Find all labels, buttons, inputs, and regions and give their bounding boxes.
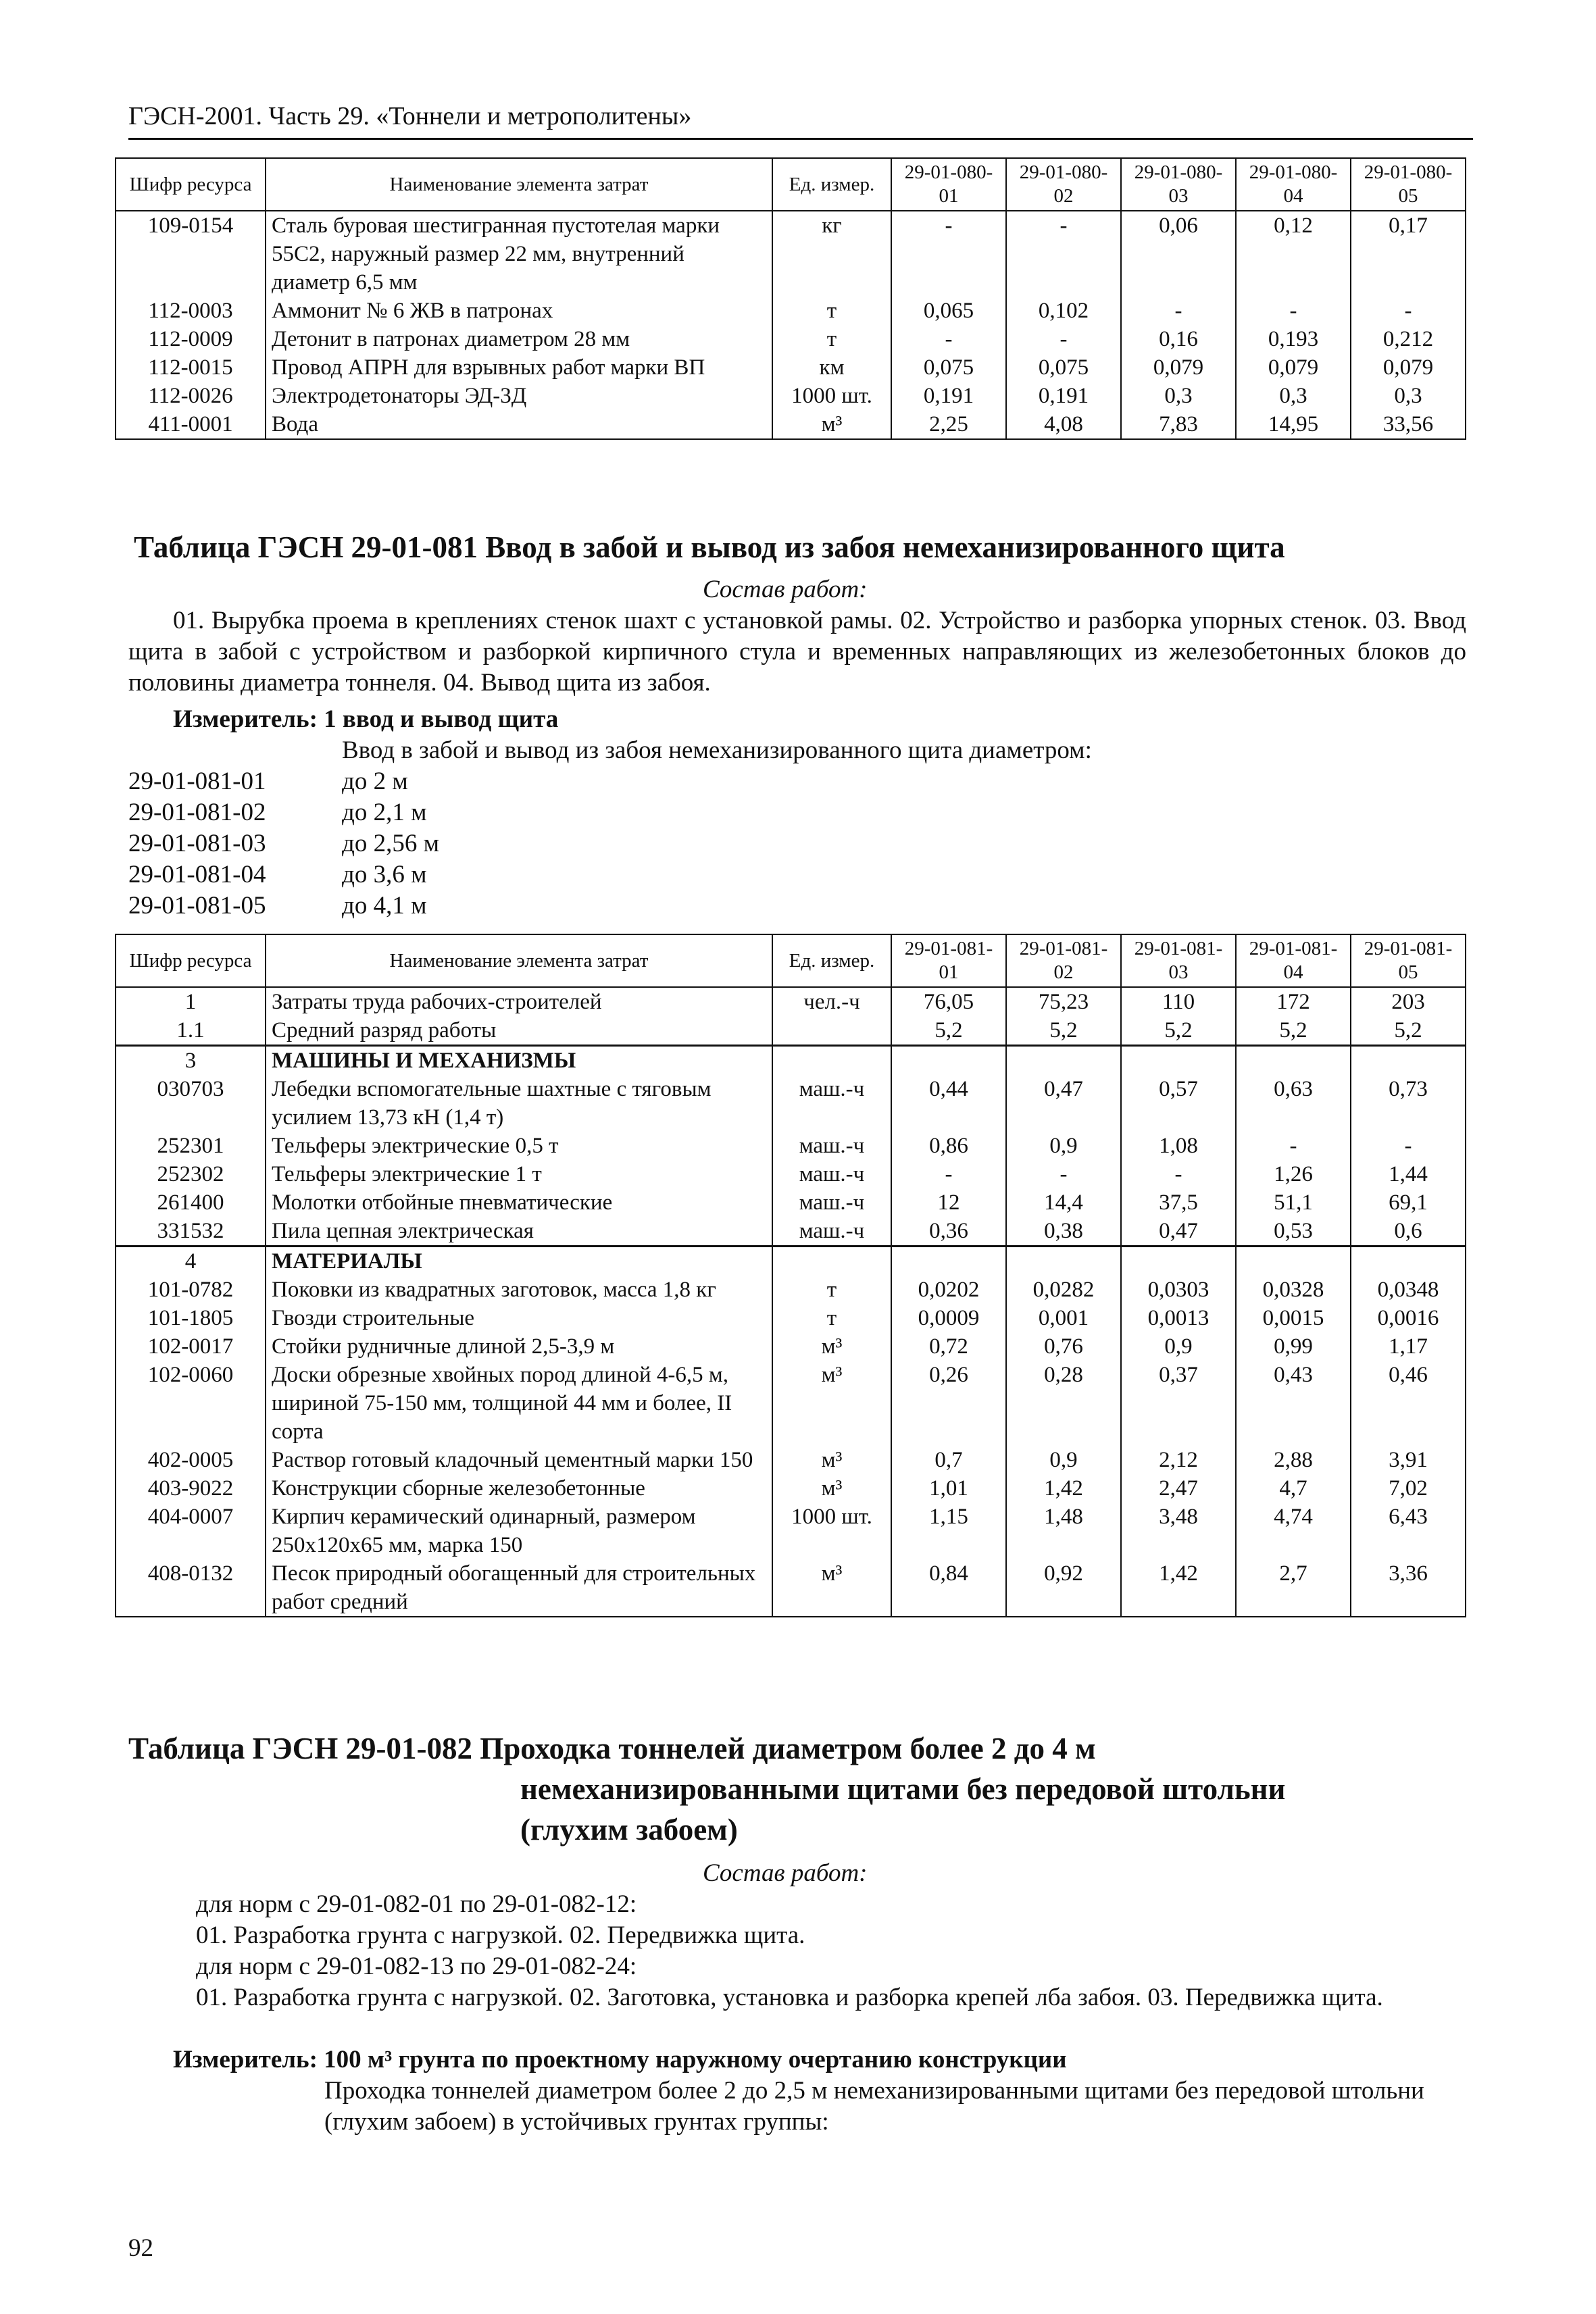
- value-cell: 5,2: [1006, 1016, 1121, 1046]
- resource-name: Сталь буровая шестигранная пустотелая марки 55С2, наружный размер 22 мм, внутренний диаметр 6,5 мм: [266, 211, 772, 297]
- value-cell: 6,43: [1351, 1503, 1466, 1559]
- unit-cell: 1000 шт.: [772, 382, 891, 410]
- value-cell: 1,42: [1121, 1559, 1236, 1617]
- value-cell: 0,47: [1121, 1217, 1236, 1247]
- unit-cell: м³: [772, 1446, 891, 1474]
- value-cell: 0,57: [1121, 1075, 1236, 1132]
- value-cell: [1236, 1247, 1351, 1276]
- resource-name: Аммонит № 6 ЖВ в патронах: [266, 297, 772, 325]
- resource-name: Доски обрезные хвойных пород длиной 4-6,5 м, шириной 75-150 мм, толщиной 44 мм и более, II сорта: [266, 1361, 772, 1446]
- resource-name: Детонит в патронах диаметром 28 мм: [266, 325, 772, 353]
- table-row: [116, 1160, 1466, 1188]
- value-cell: 0,86: [891, 1132, 1006, 1160]
- value-cell: 0,17: [1351, 211, 1466, 297]
- unit-cell: маш.-ч: [772, 1188, 891, 1217]
- resource-code: 101-0782: [116, 1276, 266, 1304]
- unit-cell: м³: [772, 1559, 891, 1617]
- value-cell: 4,08: [1006, 410, 1121, 439]
- value-cell: 0,079: [1121, 353, 1236, 382]
- value-cell: 0,191: [1006, 382, 1121, 410]
- value-cell: 12: [891, 1188, 1006, 1217]
- value-cell: 0,43: [1236, 1361, 1351, 1446]
- resource-name: МАШИНЫ И МЕХАНИЗМЫ: [266, 1046, 772, 1076]
- value-cell: [1006, 1247, 1121, 1276]
- col-header-norm: 29-01-080-02: [1006, 158, 1121, 211]
- table-row: [116, 1276, 1466, 1304]
- value-cell: -: [891, 325, 1006, 353]
- resource-code: 402-0005: [116, 1446, 266, 1474]
- value-cell: 69,1: [1351, 1188, 1466, 1217]
- work-composition-text: 01. Вырубка проема в креплениях стенок шахт с установкой рамы. 02. Устройство и разборка упорных стенок. 03. Ввод щита в забой с устройством и разборкой кирпичного стула и временных направляющих из железобетонных блоков до половины диаметра тоннеля. 04. Вывод щита из забоя.: [128, 607, 1466, 697]
- value-cell: -: [1006, 211, 1121, 297]
- table-row: [116, 1474, 1466, 1503]
- unit-cell: маш.-ч: [772, 1160, 891, 1188]
- resource-name: Стойки рудничные длиной 2,5-3,9 м: [266, 1332, 772, 1361]
- unit-cell: м³: [772, 1332, 891, 1361]
- value-cell: 0,193: [1236, 325, 1351, 353]
- resource-code: 030703: [116, 1075, 266, 1132]
- value-cell: 203: [1351, 987, 1466, 1016]
- table-row: [116, 987, 1466, 1016]
- value-cell: 0,0348: [1351, 1276, 1466, 1304]
- value-cell: 0,6: [1351, 1217, 1466, 1247]
- table-title-082-line1: Таблица ГЭСН 29-01-082 Проходка тоннелей диаметром более 2 до 4 м: [128, 1732, 1096, 1765]
- unit-cell: 1000 шт.: [772, 1503, 891, 1559]
- page-number: 92: [128, 2234, 153, 2262]
- resource-name: Кирпич керамический одинарный, размером 250x120x65 мм, марка 150: [266, 1503, 772, 1559]
- col-header-name: Наименование элемента затрат: [266, 158, 772, 211]
- resource-code: 252302: [116, 1160, 266, 1188]
- value-cell: 5,2: [891, 1016, 1006, 1046]
- resource-code: 101-1805: [116, 1304, 266, 1332]
- value-cell: 0,065: [891, 297, 1006, 325]
- unit-cell: чел.-ч: [772, 987, 891, 1016]
- resource-code: 408-0132: [116, 1559, 266, 1617]
- resource-name: Раствор готовый кладочный цементный марки 150: [266, 1446, 772, 1474]
- table-row: [116, 1559, 1466, 1617]
- work-composition-label: Состав работ:: [703, 1859, 868, 1887]
- value-cell: 0,0009: [891, 1304, 1006, 1332]
- value-cell: 14,4: [1006, 1188, 1121, 1217]
- value-cell: 5,2: [1351, 1016, 1466, 1046]
- table-row: [116, 1217, 1466, 1247]
- col-header-norm: 29-01-081-01: [891, 934, 1006, 987]
- norm-item: [128, 890, 439, 922]
- table-row: [116, 410, 1466, 439]
- resource-name: Электродетонаторы ЭД-3Д: [266, 382, 772, 410]
- value-cell: 0,36: [891, 1217, 1006, 1247]
- value-cell: 0,075: [1006, 353, 1121, 382]
- value-cell: 0,63: [1236, 1075, 1351, 1132]
- value-cell: 0,46: [1351, 1361, 1466, 1446]
- resource-code: 411-0001: [116, 410, 266, 439]
- norm-item: [128, 797, 439, 828]
- table-row: [116, 1132, 1466, 1160]
- value-cell: 1,15: [891, 1503, 1006, 1559]
- value-cell: -: [1351, 1132, 1466, 1160]
- resource-code: 102-0060: [116, 1361, 266, 1446]
- value-cell: [1351, 1046, 1466, 1076]
- value-cell: [1006, 1046, 1121, 1076]
- resource-code: 112-0026: [116, 382, 266, 410]
- value-cell: 0,7: [891, 1446, 1006, 1474]
- value-cell: 7,83: [1121, 410, 1236, 439]
- value-cell: 0,37: [1121, 1361, 1236, 1446]
- table-title-082-line2: немеханизированными щитами без передовой штольни: [520, 1772, 1286, 1806]
- norm-description: до 2,1 м: [342, 799, 427, 826]
- table-row: [116, 325, 1466, 353]
- value-cell: 4,74: [1236, 1503, 1351, 1559]
- value-cell: [1121, 1247, 1236, 1276]
- norm-code: 29-01-081-05: [128, 892, 266, 920]
- table-row: [116, 1332, 1466, 1361]
- norm-description: до 3,6 м: [342, 861, 427, 888]
- value-cell: 2,88: [1236, 1446, 1351, 1474]
- norms-intro: Ввод в забой и вывод из забоя немеханизированного щита диаметром:: [342, 736, 1092, 764]
- col-header-code: Шифр ресурса: [116, 934, 266, 987]
- value-cell: 1,44: [1351, 1160, 1466, 1188]
- value-cell: -: [1121, 297, 1236, 325]
- value-cell: 0,92: [1006, 1559, 1121, 1617]
- table-row: [116, 1075, 1466, 1132]
- table-row: [116, 382, 1466, 410]
- resource-code: 331532: [116, 1217, 266, 1247]
- value-cell: 0,3: [1121, 382, 1236, 410]
- table-row: [116, 211, 1466, 297]
- resource-name: Затраты труда рабочих-строителей: [266, 987, 772, 1016]
- norm-list: [128, 766, 439, 922]
- value-cell: 0,73: [1351, 1075, 1466, 1132]
- value-cell: 5,2: [1236, 1016, 1351, 1046]
- value-cell: 14,95: [1236, 410, 1351, 439]
- value-cell: 0,9: [1006, 1132, 1121, 1160]
- value-cell: 2,12: [1121, 1446, 1236, 1474]
- value-cell: 4,7: [1236, 1474, 1351, 1503]
- table-row: [116, 297, 1466, 325]
- norm-code: 29-01-081-02: [128, 799, 266, 826]
- value-cell: 0,0282: [1006, 1276, 1121, 1304]
- value-cell: [891, 1247, 1006, 1276]
- resource-table-081: [115, 934, 1466, 1617]
- value-cell: 0,12: [1236, 211, 1351, 297]
- value-cell: -: [1236, 297, 1351, 325]
- table-title-082-line3: (глухим забоем): [520, 1813, 738, 1846]
- value-cell: [1121, 1046, 1236, 1076]
- unit-cell: маш.-ч: [772, 1132, 891, 1160]
- resource-name: Лебедки вспомогательные шахтные с тяговым усилием 13,73 кН (1,4 т): [266, 1075, 772, 1132]
- value-cell: 76,05: [891, 987, 1006, 1016]
- norm-description: до 2 м: [342, 768, 408, 795]
- value-cell: 0,44: [891, 1075, 1006, 1132]
- col-header-norm: 29-01-081-03: [1121, 934, 1236, 987]
- norm-code: 29-01-081-01: [128, 768, 266, 795]
- table-title-081: Таблица ГЭСН 29-01-081 Ввод в забой и вывод из забоя немеханизированного щита: [134, 530, 1285, 564]
- resource-code: 112-0003: [116, 297, 266, 325]
- norm-description: до 2,56 м: [342, 830, 439, 857]
- resource-name: Пила цепная электрическая: [266, 1217, 772, 1247]
- value-cell: [1236, 1046, 1351, 1076]
- norm-item: [128, 828, 439, 859]
- col-header-code: Шифр ресурса: [116, 158, 266, 211]
- value-cell: 3,36: [1351, 1559, 1466, 1617]
- value-cell: 7,02: [1351, 1474, 1466, 1503]
- unit-cell: т: [772, 325, 891, 353]
- resource-name: Вода: [266, 410, 772, 439]
- value-cell: 172: [1236, 987, 1351, 1016]
- value-cell: 0,001: [1006, 1304, 1121, 1332]
- col-header-norm: 29-01-080-01: [891, 158, 1006, 211]
- value-cell: 0,84: [891, 1559, 1006, 1617]
- value-cell: 2,7: [1236, 1559, 1351, 1617]
- resource-code: 1: [116, 987, 266, 1016]
- value-cell: 0,38: [1006, 1217, 1121, 1247]
- unit-cell: [772, 1247, 891, 1276]
- resource-code: 403-9022: [116, 1474, 266, 1503]
- table-row: [116, 1503, 1466, 1559]
- unit-cell: [772, 1046, 891, 1076]
- resource-code: 112-0015: [116, 353, 266, 382]
- table-row: [116, 1188, 1466, 1217]
- work-composition-label: Состав работ:: [703, 576, 868, 603]
- value-cell: 0,3: [1351, 382, 1466, 410]
- resource-name: Провод АПРН для взрывных работ марки ВП: [266, 353, 772, 382]
- norm-description: до 4,1 м: [342, 892, 427, 920]
- value-cell: 3,91: [1351, 1446, 1466, 1474]
- norm-range-2: для норм с 29-01-082-13 по 29-01-082-24:: [196, 1953, 637, 1980]
- value-cell: -: [1006, 1160, 1121, 1188]
- value-cell: 0,079: [1351, 353, 1466, 382]
- value-cell: -: [1121, 1160, 1236, 1188]
- value-cell: 0,0013: [1121, 1304, 1236, 1332]
- work-composition-text-1: 01. Разработка грунта с нагрузкой. 02. Передвижка щита.: [196, 1921, 805, 1949]
- value-cell: [891, 1046, 1006, 1076]
- resource-name: Поковки из квадратных заготовок, масса 1,8 кг: [266, 1276, 772, 1304]
- norm-range-1: для норм с 29-01-082-01 по 29-01-082-12:: [196, 1890, 637, 1918]
- value-cell: 33,56: [1351, 410, 1466, 439]
- unit-cell: т: [772, 297, 891, 325]
- measure-unit: Измеритель: 100 м³ грунта по проектному наружному очертанию конструкции: [173, 2046, 1067, 2073]
- value-cell: 0,0202: [891, 1276, 1006, 1304]
- table-row: [116, 1446, 1466, 1474]
- measure-unit: Измеритель: 1 ввод и вывод щита: [173, 705, 559, 733]
- unit-cell: м³: [772, 1474, 891, 1503]
- norm-item: [128, 859, 439, 890]
- value-cell: 0,102: [1006, 297, 1121, 325]
- value-cell: 0,06: [1121, 211, 1236, 297]
- norm-item: [128, 766, 439, 797]
- resource-name: Гвозди строительные: [266, 1304, 772, 1332]
- value-cell: 0,99: [1236, 1332, 1351, 1361]
- value-cell: 0,9: [1006, 1446, 1121, 1474]
- value-cell: 3,48: [1121, 1503, 1236, 1559]
- running-header: ГЭСН-2001. Часть 29. «Тоннели и метрополитены»: [128, 100, 1473, 140]
- resource-name: Конструкции сборные железобетонные: [266, 1474, 772, 1503]
- value-cell: 1,26: [1236, 1160, 1351, 1188]
- value-cell: -: [1236, 1132, 1351, 1160]
- norms-intro: Проходка тоннелей диаметром более 2 до 2,5 м немеханизированными щитами без передовой штольни (глухим забоем) в устойчивых грунтах группы:: [324, 2077, 1424, 2136]
- resource-code: 261400: [116, 1188, 266, 1217]
- resource-code: 112-0009: [116, 325, 266, 353]
- value-cell: -: [1351, 297, 1466, 325]
- norm-code: 29-01-081-03: [128, 830, 266, 857]
- resource-name: Тельферы электрические 1 т: [266, 1160, 772, 1188]
- value-cell: -: [1006, 325, 1121, 353]
- value-cell: [1351, 1247, 1466, 1276]
- value-cell: 0,0015: [1236, 1304, 1351, 1332]
- value-cell: 5,2: [1121, 1016, 1236, 1046]
- value-cell: -: [891, 211, 1006, 297]
- table-row: [116, 1046, 1466, 1076]
- value-cell: 37,5: [1121, 1188, 1236, 1217]
- col-header-name: Наименование элемента затрат: [266, 934, 772, 987]
- table-row: [116, 1361, 1466, 1446]
- unit-cell: [772, 1016, 891, 1046]
- resource-table-080: [115, 157, 1466, 440]
- value-cell: 2,47: [1121, 1474, 1236, 1503]
- col-header-unit: Ед. измер.: [772, 934, 891, 987]
- table-row: [116, 353, 1466, 382]
- table-row: [116, 1016, 1466, 1046]
- col-header-norm: 29-01-081-04: [1236, 934, 1351, 987]
- value-cell: 1,42: [1006, 1474, 1121, 1503]
- value-cell: 110: [1121, 987, 1236, 1016]
- col-header-norm: 29-01-081-02: [1006, 934, 1121, 987]
- value-cell: 0,0016: [1351, 1304, 1466, 1332]
- value-cell: 75,23: [1006, 987, 1121, 1016]
- value-cell: 51,1: [1236, 1188, 1351, 1217]
- col-header-norm: 29-01-080-04: [1236, 158, 1351, 211]
- unit-cell: м³: [772, 410, 891, 439]
- value-cell: 0,3: [1236, 382, 1351, 410]
- resource-code: 4: [116, 1247, 266, 1276]
- value-cell: 0,079: [1236, 353, 1351, 382]
- unit-cell: км: [772, 353, 891, 382]
- resource-name: Песок природный обогащенный для строительных работ средний: [266, 1559, 772, 1617]
- value-cell: 0,212: [1351, 325, 1466, 353]
- col-header-norm: 29-01-081-05: [1351, 934, 1466, 987]
- value-cell: 1,48: [1006, 1503, 1121, 1559]
- unit-cell: маш.-ч: [772, 1217, 891, 1247]
- unit-cell: кг: [772, 211, 891, 297]
- unit-cell: т: [772, 1304, 891, 1332]
- resource-code: 252301: [116, 1132, 266, 1160]
- value-cell: 2,25: [891, 410, 1006, 439]
- unit-cell: м³: [772, 1361, 891, 1446]
- col-header-norm: 29-01-080-03: [1121, 158, 1236, 211]
- work-composition-text-2: 01. Разработка грунта с нагрузкой. 02. Заготовка, установка и разборка крепей лба забоя. 03. Передвижка щита.: [196, 1984, 1383, 2011]
- resource-code: 102-0017: [116, 1332, 266, 1361]
- resource-name: Средний разряд работы: [266, 1016, 772, 1046]
- resource-name: Тельферы электрические 0,5 т: [266, 1132, 772, 1160]
- value-cell: 0,16: [1121, 325, 1236, 353]
- value-cell: 0,26: [891, 1361, 1006, 1446]
- value-cell: 1,17: [1351, 1332, 1466, 1361]
- unit-cell: маш.-ч: [772, 1075, 891, 1132]
- value-cell: 0,53: [1236, 1217, 1351, 1247]
- norm-code: 29-01-081-04: [128, 861, 266, 888]
- value-cell: 0,9: [1121, 1332, 1236, 1361]
- resource-code: 404-0007: [116, 1503, 266, 1559]
- value-cell: 0,72: [891, 1332, 1006, 1361]
- value-cell: 0,0328: [1236, 1276, 1351, 1304]
- resource-name: МАТЕРИАЛЫ: [266, 1247, 772, 1276]
- value-cell: 0,28: [1006, 1361, 1121, 1446]
- value-cell: 1,08: [1121, 1132, 1236, 1160]
- value-cell: 0,0303: [1121, 1276, 1236, 1304]
- resource-code: 109-0154: [116, 211, 266, 297]
- table-row: [116, 1247, 1466, 1276]
- unit-cell: т: [772, 1276, 891, 1304]
- value-cell: -: [891, 1160, 1006, 1188]
- col-header-unit: Ед. измер.: [772, 158, 891, 211]
- value-cell: 0,76: [1006, 1332, 1121, 1361]
- value-cell: 0,075: [891, 353, 1006, 382]
- value-cell: 0,191: [891, 382, 1006, 410]
- value-cell: 1,01: [891, 1474, 1006, 1503]
- resource-name: Молотки отбойные пневматические: [266, 1188, 772, 1217]
- resource-code: 1.1: [116, 1016, 266, 1046]
- value-cell: 0,47: [1006, 1075, 1121, 1132]
- table-row: [116, 1304, 1466, 1332]
- resource-code: 3: [116, 1046, 266, 1076]
- col-header-norm: 29-01-080-05: [1351, 158, 1466, 211]
